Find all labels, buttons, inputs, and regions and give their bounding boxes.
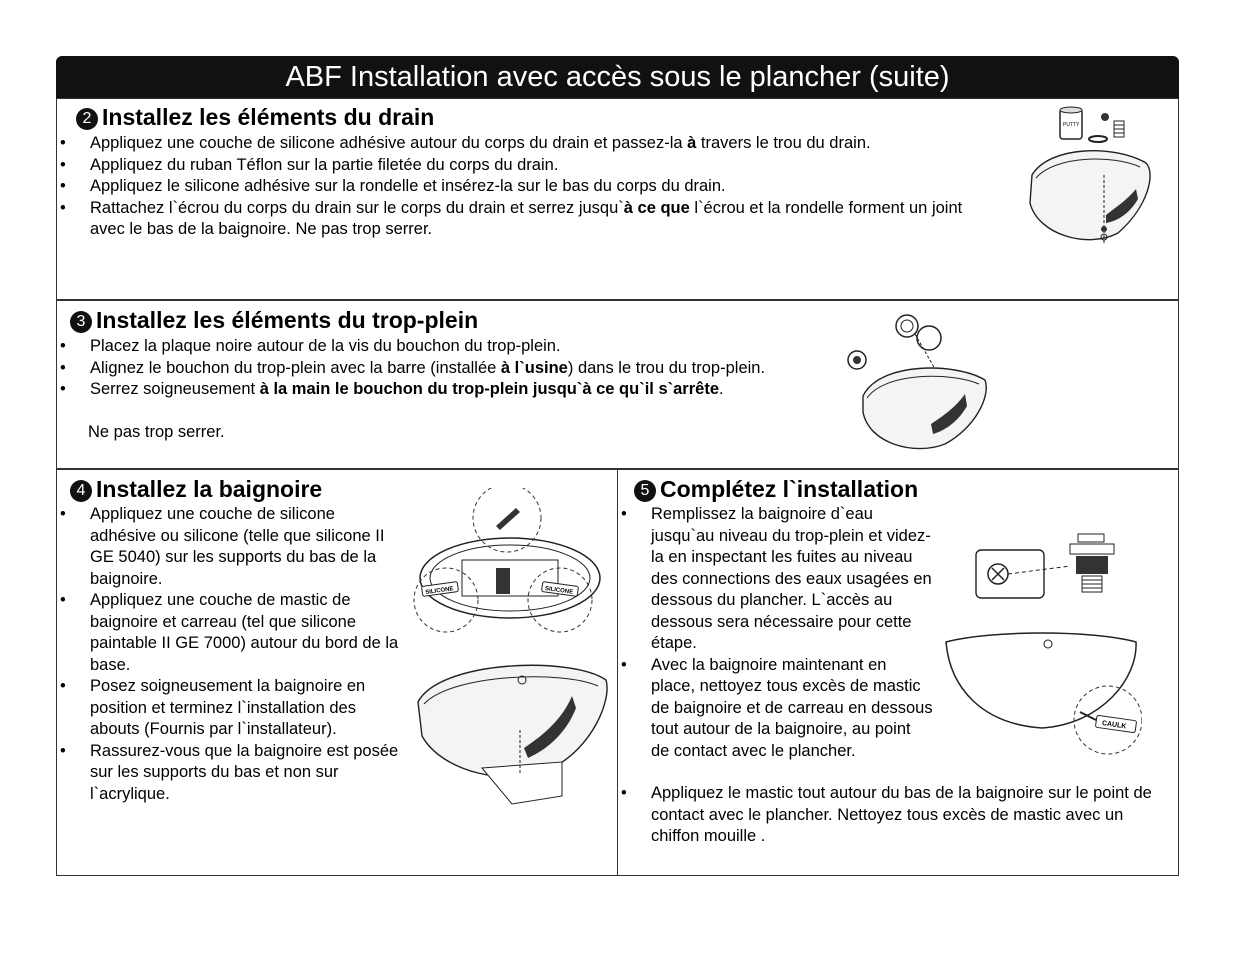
list-item: • Avec la baignoire maintenant en place, nettoyez tous excès de mastic de baignoire et de carreau en dessous tout autour de la baignoire, au point de contact avec le plancher.	[618, 655, 933, 763]
list-item: • Appliquez une couche de mastic de baignoire et carreau (tel que silicone paintable II GE 7000) autour du bord de la base.	[57, 590, 399, 676]
list-item: • Posez soigneusement la baignoire en position et terminez l`installation des abouts (Fournis par l`installateur).	[57, 676, 399, 741]
list-item: • Appliquez le mastic tout autour du bas de la baignoire sur le point de contact avec le plancher. Nettoyez tous excès de mastic avec un chiffon mouille .	[618, 783, 1163, 848]
step2-heading-text: Installez les éléments du drain	[102, 104, 435, 130]
list-item: • Appliquez le silicone adhésive sur la rondelle et insérez-la sur le bas du corps du drain.	[57, 176, 992, 198]
list-item: • Appliquez du ruban Téflon sur la partie filetée du corps du drain.	[57, 155, 992, 177]
list-item: • Alignez le bouchon du trop-plein avec la barre (installée à l`usine) dans le trou du trop-plein.	[57, 358, 827, 380]
list-item: • Rattachez l`écrou du corps du drain sur le corps du drain et serrez jusqu`à ce que l`écrou et la rondelle forment un joint avec le bas de la baignoire. Ne pas trop serrer.	[57, 198, 992, 241]
tub-placement-illustration	[412, 650, 612, 810]
overflow-illustration	[835, 306, 995, 456]
list-item: • Placez la plaque noire autour de la vis du bouchon du trop-plein.	[57, 336, 827, 358]
step-number-badge: 4	[70, 480, 92, 502]
list-item: • Serrez soigneusement à la main le bouchon du trop-plein jusqu`à ce qu`il s`arrête.	[57, 379, 827, 401]
step5-list-bottom	[618, 783, 1163, 848]
step-number-badge: 3	[70, 311, 92, 333]
step5-heading	[634, 476, 918, 503]
step-number-badge: 2	[76, 108, 98, 130]
putty-label: PUTTY	[1063, 122, 1080, 128]
step4-heading	[70, 476, 322, 503]
step2-heading	[76, 104, 434, 131]
step4-heading-text: Installez la baignoire	[96, 476, 323, 502]
step3-trailing-text: Ne pas trop serrer.	[88, 423, 225, 441]
list-item: • Remplissez la baignoire d`eau jusqu`au niveau du trop-plein et videz-la en inspectant les fuites au niveau des connections des eaux usagées en dessous du plancher. L`accès au dessous sera nécessaire pour cette étape.	[618, 504, 933, 655]
step2-list	[57, 133, 992, 241]
step5-heading-text: Complétez l`installation	[660, 476, 919, 502]
step-number-badge: 5	[634, 480, 656, 502]
step3-list	[57, 336, 827, 401]
page-title: ABF Installation avec accès sous le plancher (suite)	[56, 56, 1179, 98]
list-item: • Rassurez-vous que la baignoire est posée sur les supports du bas et non sur l`acrylique.	[57, 741, 399, 806]
silicone-label: SILICONE	[425, 586, 454, 597]
step3-heading-text: Installez les éléments du trop-plein	[96, 307, 479, 333]
drain-illustration	[1018, 103, 1164, 251]
caulk-label: CAULK	[1101, 720, 1127, 731]
overflow-detail-illustration	[970, 530, 1140, 605]
step3-heading	[70, 307, 478, 334]
list-item: • Appliquez une couche de silicone adhésive autour du corps du drain et passez-la à travers le trou du drain.	[57, 133, 992, 155]
list-item: • Appliquez une couche de silicone adhésive ou silicone (telle que silicone II GE 5040) sur les supports du bas de la baignoire.	[57, 504, 399, 590]
step5-list-top	[618, 504, 933, 762]
step4-list	[57, 504, 399, 805]
silicone-label: SILICONE	[544, 585, 574, 596]
tub-supports-illustration	[410, 488, 610, 638]
caulk-illustration	[942, 628, 1142, 756]
